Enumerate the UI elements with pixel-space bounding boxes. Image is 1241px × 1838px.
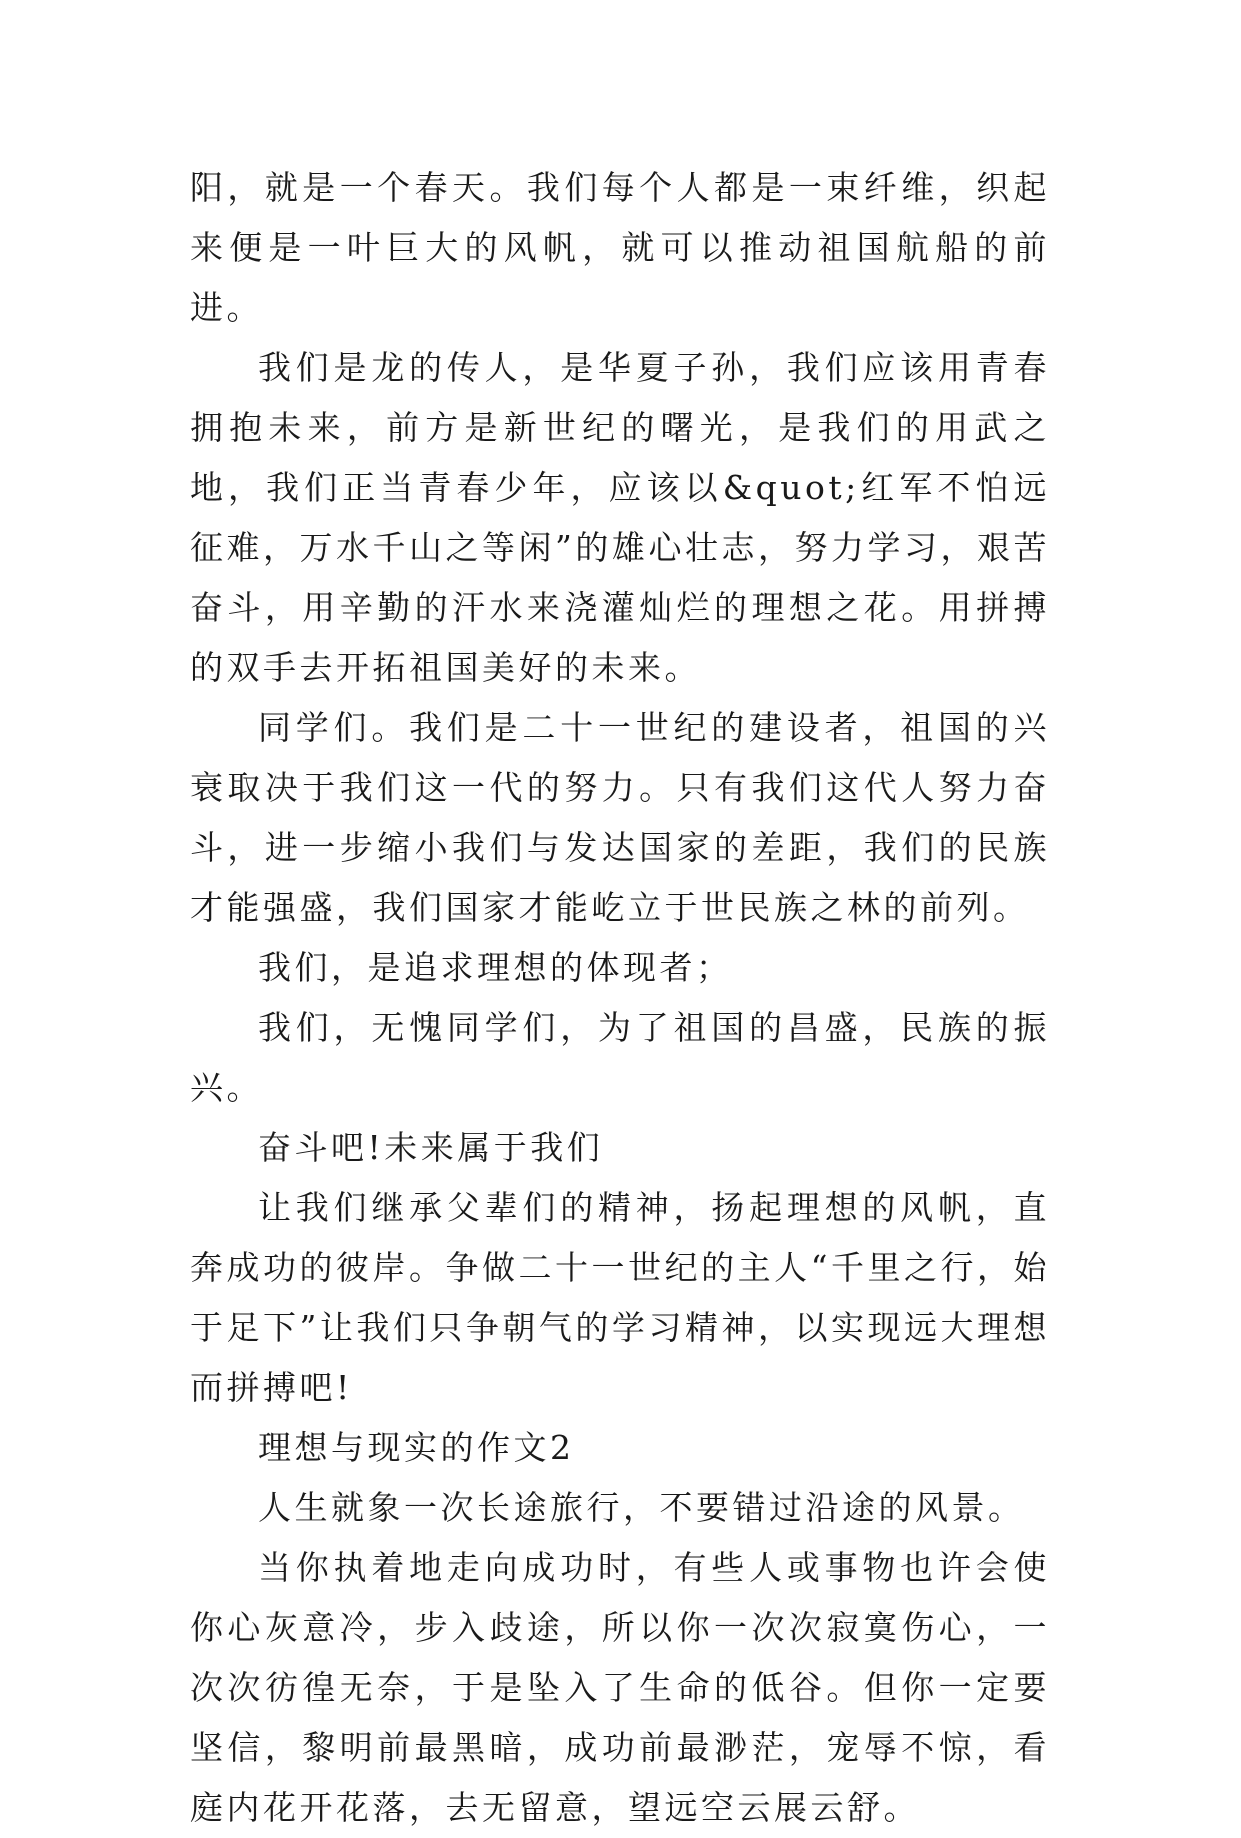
paragraph-7: 让我们继承父辈们的精神，扬起理想的风帆，直奔成功的彼岸。争做二十一世纪的主人“千里之行，始于足下”让我们只争朝气的学习精神，以实现远大理想而拼搏吧! [190,1188,1050,1407]
paragraph-2: 我们是龙的传人，是华夏子孙，我们应该用青春拥抱未来，前方是新世纪的曙光，是我们的用武之地，我们正当青春少年，应该以&quot;红军不怕远征难，万水千山之等闲”的雄心壮志，努力学习，艰苦奋斗，用辛勤的汗水来浇灌灿烂的理想之花。用拼搏的双手去开拓祖国美好的未来。 [190,348,1050,687]
paragraph-1: 阳，就是一个春天。我们每个人都是一束纤维，织起来便是一叶巨大的风帆，就可以推动祖国航船的前进。 [190,168,1050,327]
paragraph-3: 同学们。我们是二十一世纪的建设者，祖国的兴衰取决于我们这一代的努力。只有我们这代人努力奋斗，进一步缩小我们与发达国家的差距，我们的民族才能强盛，我们国家才能屹立于世民族之林的前列。 [190,708,1050,927]
document-page [190,158,1050,1838]
paragraph-10: 当你执着地走向成功时，有些人或事物也许会使你心灰意冷，步入歧途，所以你一次次寂寞伤心，一次次彷徨无奈，于是坠入了生命的低谷。但你一定要坚信，黎明前最黑暗，成功前最渺茫，宠辱不惊，看庭内花开花落，去无留意，望远空云展云舒。 [190,1548,1050,1827]
paragraph-5: 我们，无愧同学们，为了祖国的昌盛，民族的振兴。 [190,1008,1050,1107]
paragraph-9: 人生就象一次长途旅行，不要错过沿途的风景。 [258,1488,1025,1527]
paragraph-6: 奋斗吧!未来属于我们 [258,1128,604,1167]
section-heading: 理想与现实的作文2 [258,1428,575,1467]
paragraph-4: 我们，是追求理想的体现者； [258,948,733,987]
